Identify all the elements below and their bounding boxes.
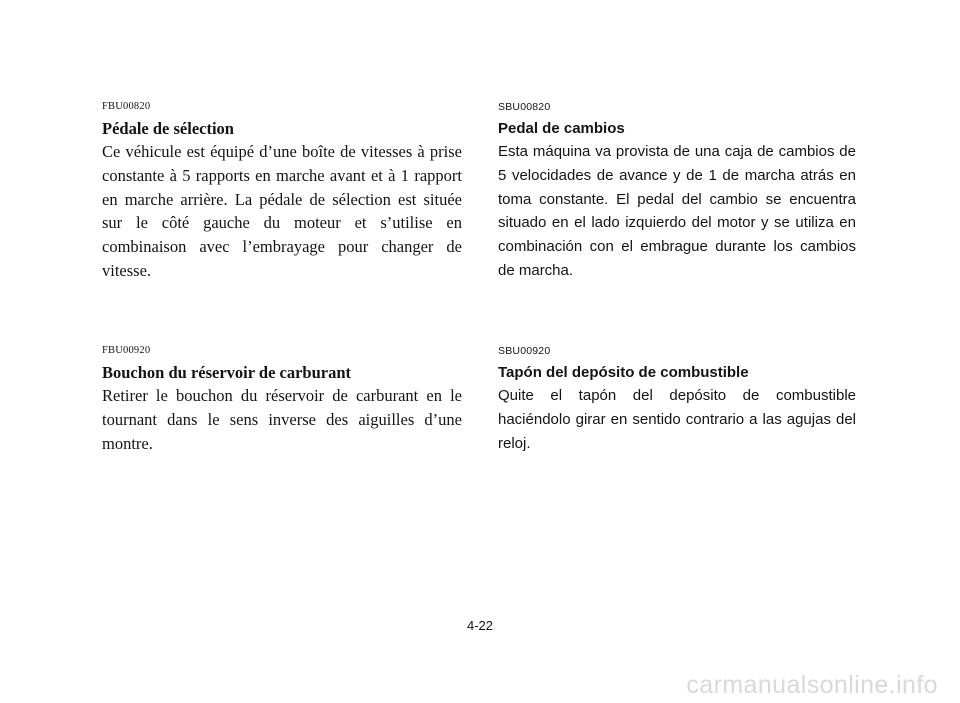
section-body: Quite el tapón del depósito de combustible haciéndolo girar en sentido contrario a las agujas del reloj. (498, 387, 856, 452)
page-number: 4-22 (466, 618, 494, 633)
section-code: SBU00820 (498, 101, 551, 113)
section-title: Pédale de sélection (102, 119, 234, 138)
french-gear-pedal-section (102, 100, 462, 283)
section-code: FBU00920 (102, 345, 151, 356)
section-body: Esta máquina va provista de una caja de cambios de 5 velocidades de avance y de 1 de marcha atrás en toma constante. El pedal del cambio se encuentra situado en el lado izquierdo del motor y se utiliza en combinación con el embrague durante los cambios de marcha. (498, 143, 856, 279)
watermark: carmanualsonline.info (686, 671, 938, 699)
section-body: Retirer le bouchon du réservoir de carburant en le tournant dans le sens inverse des aiguilles d’une montre. (102, 386, 462, 453)
spanish-fuel-cap-section (498, 344, 856, 455)
section-title: Pedal de cambios (498, 120, 625, 137)
section-code: FBU00820 (102, 101, 151, 112)
french-fuel-cap-section (102, 344, 462, 455)
section-body: Ce véhicule est équipé d’une boîte de vitesses à prise constante à 5 rapports en marche avant et à 1 rapport en marche arrière. La pédale de sélection est située sur le côté gauche du moteur et s’utilise en combinaison avec l’embrayage pour changer de vitesse. (102, 142, 462, 280)
section-title: Bouchon du réservoir de carburant (102, 363, 352, 382)
section-title: Tapón del depósito de combustible (498, 364, 749, 381)
section-code: SBU00920 (498, 345, 551, 357)
spanish-gear-pedal-section (498, 100, 856, 283)
